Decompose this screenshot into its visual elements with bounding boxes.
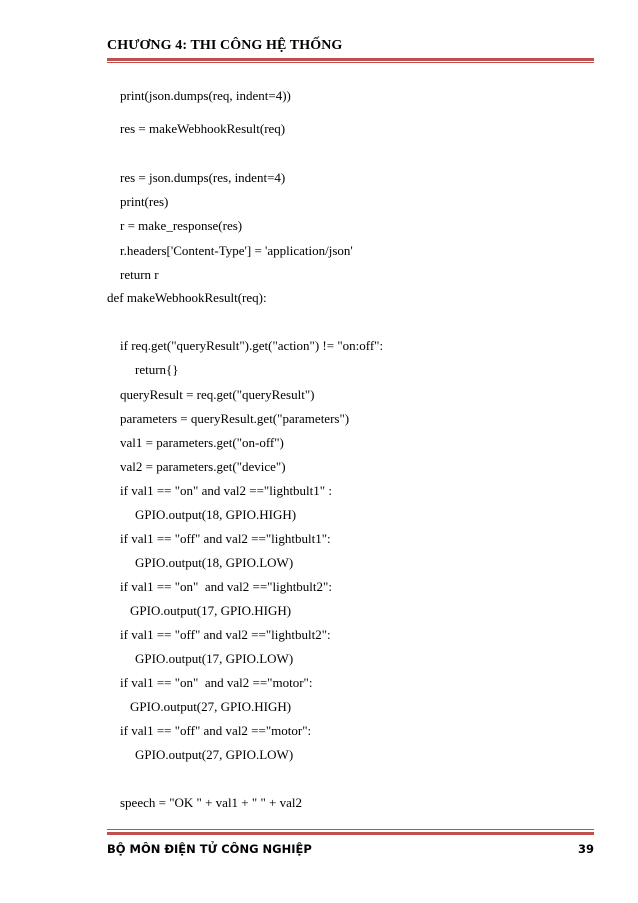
code-line: queryResult = req.get("queryResult") [120,387,315,402]
code-line: if val1 == "off" and val2 =="lightbult2": [120,627,331,642]
code-line: GPIO.output(18, GPIO.LOW) [135,555,294,570]
code-line: r.headers['Content-Type'] = 'application/json' [120,243,353,258]
code-line: GPIO.output(18, GPIO.HIGH) [135,507,297,522]
code-line: res = makeWebhookResult(req) [120,121,286,136]
code-line: r = make_response(res) [120,218,243,233]
footer-rule-thin [107,829,594,830]
page-number: 39 [577,842,594,856]
code-line: if val1 == "on" and val2 =="motor": [120,675,313,690]
header-rule-thin [107,62,594,63]
code-line: val2 = parameters.get("device") [120,459,286,474]
code-line: return r [120,267,159,282]
code-line: GPIO.output(17, GPIO.LOW) [135,651,294,666]
code-line: if val1 == "off" and val2 =="motor": [120,723,312,738]
code-line: parameters = queryResult.get("parameters") [120,411,350,426]
code-line: GPIO.output(27, GPIO.HIGH) [130,699,292,714]
code-line: def makeWebhookResult(req): [107,290,267,305]
code-line: print(res) [120,194,169,209]
chapter-title: CHƯƠNG 4: THI CÔNG HỆ THỐNG [107,38,343,53]
code-line: speech = "OK " + val1 + " " + val2 [120,795,302,810]
code-line: print(json.dumps(req, indent=4)) [120,88,291,103]
code-line: return{} [135,362,179,377]
code-line: GPIO.output(17, GPIO.HIGH) [130,603,292,618]
code-line: val1 = parameters.get("on-off") [120,435,284,450]
header-rule-thick [107,58,594,61]
department-name: BỘ MÔN ĐIỆN TỬ CÔNG NGHIỆP [107,842,312,856]
code-line: if req.get("queryResult").get("action") != "on:off": [120,338,384,353]
code-line: if val1 == "off" and val2 =="lightbult1": [120,531,331,546]
code-line: res = json.dumps(res, indent=4) [120,170,286,185]
code-line: GPIO.output(27, GPIO.LOW) [135,747,294,762]
footer-rule-thick [107,832,594,835]
code-line: if val1 == "on" and val2 =="lightbult1" : [120,483,332,498]
code-line: if val1 == "on" and val2 =="lightbult2": [120,579,332,594]
